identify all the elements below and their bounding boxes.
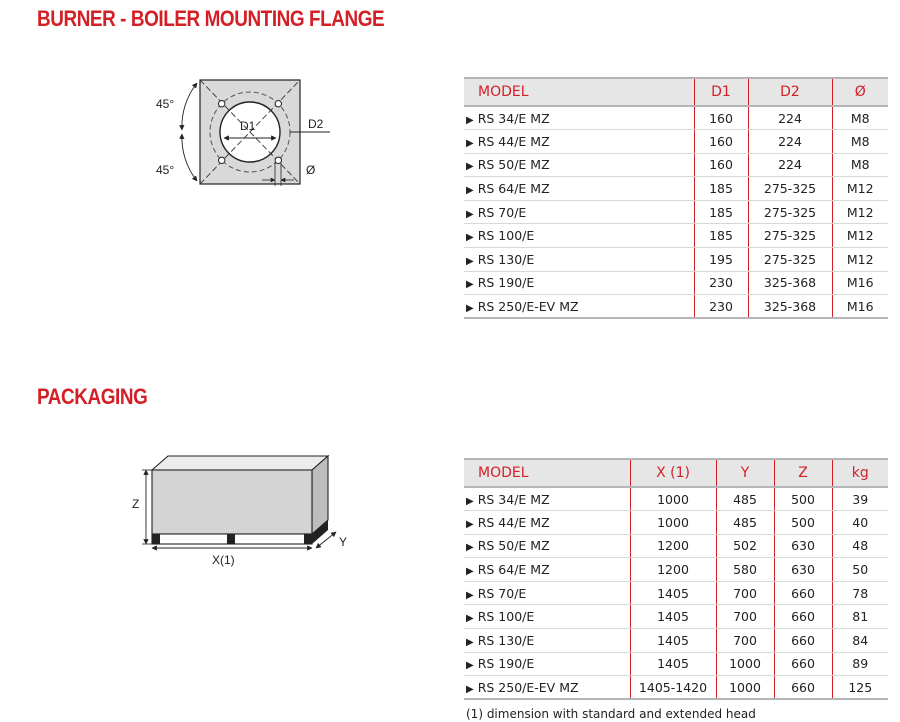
triangle-right-icon: ▶	[466, 232, 474, 244]
flange-header-d2: D2	[748, 78, 832, 106]
flange-cell-value: 160	[694, 153, 748, 177]
flange-cell-value: M8	[832, 106, 888, 130]
flange-label-d1: D1	[240, 119, 256, 133]
flange-cell-value: 325-368	[748, 271, 832, 295]
packaging-table-row	[464, 605, 888, 629]
packaging-cell-model	[464, 629, 630, 653]
flange-cell-model	[464, 106, 694, 130]
packaging-cell-value: 1200	[630, 534, 716, 558]
packaging-table-row	[464, 558, 888, 582]
flange-cell-model	[464, 295, 694, 319]
flange-model-label: RS 70/E	[477, 204, 527, 220]
flange-cell-model	[464, 248, 694, 272]
flange-cell-value: M12	[832, 177, 888, 201]
flange-cell-value: 185	[694, 177, 748, 201]
packaging-table-row	[464, 676, 888, 700]
flange-cell-value: 224	[748, 106, 832, 130]
triangle-right-icon: ▶	[466, 660, 474, 672]
packaging-cell-model	[464, 534, 630, 558]
packaging-model-label: RS 190/E	[477, 656, 535, 672]
flange-angle-bottom: 45°	[156, 163, 175, 177]
flange-model-label: RS 100/E	[477, 228, 535, 244]
packaging-cell-value: 660	[774, 605, 832, 629]
packaging-cell-value: 40	[832, 511, 888, 535]
flange-model-label: RS 44/E MZ	[477, 133, 550, 149]
flange-cell-model	[464, 271, 694, 295]
flange-table-header	[464, 78, 888, 106]
packaging-model-label: RS 100/E	[477, 609, 535, 625]
flange-cell-model	[464, 224, 694, 248]
packaging-cell-value: 660	[774, 629, 832, 653]
flange-cell-value: 160	[694, 106, 748, 130]
package-label-y: Y	[339, 535, 348, 549]
flange-cell-value: M12	[832, 224, 888, 248]
packaging-footnote: (1) dimension with standard and extended head	[466, 707, 756, 721]
triangle-right-icon: ▶	[466, 302, 474, 314]
triangle-right-icon: ▶	[466, 208, 474, 220]
packaging-cell-value: 48	[832, 534, 888, 558]
packaging-cell-value: 500	[774, 487, 832, 511]
triangle-right-icon: ▶	[466, 636, 474, 648]
packaging-cell-value: 50	[832, 558, 888, 582]
flange-table-row	[464, 153, 888, 177]
packaging-cell-model	[464, 652, 630, 676]
flange-cell-value: 185	[694, 200, 748, 224]
flange-bolt-hole	[219, 157, 225, 163]
flange-cell-value: 275-325	[748, 248, 832, 272]
packaging-header-model: MODEL	[464, 459, 630, 487]
packaging-model-label: RS 130/E	[477, 632, 535, 648]
package-box-top	[152, 456, 328, 470]
packaging-cell-value: 1405	[630, 605, 716, 629]
triangle-right-icon: ▶	[466, 495, 474, 507]
packaging-cell-value: 580	[716, 558, 774, 582]
flange-cell-model	[464, 177, 694, 201]
package-box-front	[152, 470, 312, 534]
packaging-cell-model	[464, 581, 630, 605]
packaging-cell-value: 84	[832, 629, 888, 653]
flange-cell-value: M16	[832, 271, 888, 295]
flange-cell-value: M12	[832, 248, 888, 272]
packaging-model-label: RS 44/E MZ	[477, 514, 550, 530]
packaging-cell-value: 1200	[630, 558, 716, 582]
packaging-cell-model	[464, 558, 630, 582]
flange-table-row	[464, 177, 888, 201]
packaging-cell-value: 1000	[630, 511, 716, 535]
packaging-section-title: PACKAGING	[37, 384, 148, 409]
packaging-table	[464, 458, 888, 700]
packaging-cell-value: 125	[832, 676, 888, 700]
flange-table-row	[464, 130, 888, 154]
flange-cell-value: M8	[832, 153, 888, 177]
packaging-cell-model	[464, 487, 630, 511]
flange-cell-value: 195	[694, 248, 748, 272]
packaging-model-label: RS 70/E	[477, 585, 527, 601]
flange-header-d1: D1	[694, 78, 748, 106]
flange-cell-value: 230	[694, 295, 748, 319]
packaging-cell-value: 700	[716, 581, 774, 605]
packaging-cell-value: 660	[774, 581, 832, 605]
flange-table-row	[464, 224, 888, 248]
flange-cell-value: 185	[694, 224, 748, 248]
flange-table-row	[464, 295, 888, 319]
flange-cell-model	[464, 153, 694, 177]
packaging-cell-value: 660	[774, 676, 832, 700]
triangle-right-icon: ▶	[466, 589, 474, 601]
triangle-right-icon: ▶	[466, 542, 474, 554]
flange-cell-value: M12	[832, 200, 888, 224]
packaging-cell-value: 1000	[630, 487, 716, 511]
flange-cell-value: M16	[832, 295, 888, 319]
flange-table-row	[464, 200, 888, 224]
flange-cell-value: 224	[748, 153, 832, 177]
packaging-cell-value: 39	[832, 487, 888, 511]
triangle-right-icon: ▶	[466, 255, 474, 267]
flange-model-label: RS 34/E MZ	[477, 110, 550, 126]
packaging-cell-value: 700	[716, 605, 774, 629]
packaging-table-row	[464, 487, 888, 511]
packaging-header-kg: kg	[832, 459, 888, 487]
packaging-model-label: RS 250/E-EV MZ	[477, 679, 579, 695]
packaging-table-row	[464, 581, 888, 605]
packaging-cell-value: 1405	[630, 652, 716, 676]
packaging-cell-model	[464, 605, 630, 629]
packaging-table-row	[464, 511, 888, 535]
packaging-cell-value: 1000	[716, 652, 774, 676]
flange-cell-value: 325-368	[748, 295, 832, 319]
packaging-model-label: RS 64/E MZ	[477, 562, 550, 578]
flange-table-row	[464, 248, 888, 272]
triangle-right-icon: ▶	[466, 613, 474, 625]
packaging-cell-value: 1405	[630, 629, 716, 653]
flange-section-title: BURNER - BOILER MOUNTING FLANGE	[37, 6, 385, 31]
packaging-cell-model	[464, 511, 630, 535]
flange-model-label: RS 190/E	[477, 275, 535, 291]
flange-table-row	[464, 271, 888, 295]
packaging-cell-value: 485	[716, 511, 774, 535]
packaging-diagram	[120, 448, 370, 573]
packaging-header-z: Z	[774, 459, 832, 487]
packaging-table-row	[464, 652, 888, 676]
flange-angle-top: 45°	[156, 97, 175, 111]
flange-cell-model	[464, 200, 694, 224]
packaging-cell-value: 81	[832, 605, 888, 629]
flange-model-label: RS 250/E-EV MZ	[477, 298, 579, 314]
flange-table-row	[464, 106, 888, 130]
flange-model-label: RS 64/E MZ	[477, 181, 550, 197]
packaging-header-x: X (1)	[630, 459, 716, 487]
flange-cell-value: 275-325	[748, 177, 832, 201]
flange-header-hole: Ø	[832, 78, 888, 106]
triangle-right-icon: ▶	[466, 114, 474, 126]
packaging-header-y: Y	[716, 459, 774, 487]
flange-cell-value: 275-325	[748, 200, 832, 224]
packaging-model-label: RS 34/E MZ	[477, 491, 550, 507]
flange-cell-value: 224	[748, 130, 832, 154]
packaging-table-row	[464, 534, 888, 558]
flange-label-hole: Ø	[306, 163, 316, 177]
packaging-cell-value: 1405	[630, 581, 716, 605]
triangle-right-icon: ▶	[466, 161, 474, 173]
packaging-cell-value: 660	[774, 652, 832, 676]
packaging-cell-value: 502	[716, 534, 774, 558]
packaging-cell-value: 630	[774, 534, 832, 558]
packaging-cell-value: 500	[774, 511, 832, 535]
flange-model-label: RS 50/E MZ	[477, 157, 550, 173]
package-label-x: X(1)	[212, 553, 235, 567]
flange-bolt-hole	[275, 101, 281, 107]
flange-label-d2: D2	[308, 117, 324, 131]
packaging-cell-value: 1000	[716, 676, 774, 700]
flange-cell-model	[464, 130, 694, 154]
triangle-right-icon: ▶	[466, 137, 474, 149]
packaging-cell-value: 700	[716, 629, 774, 653]
package-label-z: Z	[132, 497, 140, 511]
flange-model-label: RS 130/E	[477, 251, 535, 267]
packaging-cell-value: 630	[774, 558, 832, 582]
flange-table	[464, 77, 888, 319]
flange-header-model: MODEL	[464, 78, 694, 106]
packaging-cell-value: 1405-1420	[630, 676, 716, 700]
triangle-right-icon: ▶	[466, 518, 474, 530]
packaging-cell-value: 78	[832, 581, 888, 605]
packaging-model-label: RS 50/E MZ	[477, 538, 550, 554]
packaging-table-header	[464, 459, 888, 487]
packaging-table-row	[464, 629, 888, 653]
packaging-cell-model	[464, 676, 630, 700]
triangle-right-icon: ▶	[466, 566, 474, 578]
flange-bolt-hole	[219, 101, 225, 107]
triangle-right-icon: ▶	[466, 185, 474, 197]
packaging-cell-value: 89	[832, 652, 888, 676]
packaging-cell-value: 485	[716, 487, 774, 511]
flange-cell-value: 160	[694, 130, 748, 154]
flange-cell-value: 275-325	[748, 224, 832, 248]
triangle-right-icon: ▶	[466, 279, 474, 291]
flange-cell-value: M8	[832, 130, 888, 154]
flange-cell-value: 230	[694, 271, 748, 295]
flange-diagram	[140, 70, 340, 200]
triangle-right-icon: ▶	[466, 683, 474, 695]
flange-bolt-hole	[275, 157, 281, 163]
